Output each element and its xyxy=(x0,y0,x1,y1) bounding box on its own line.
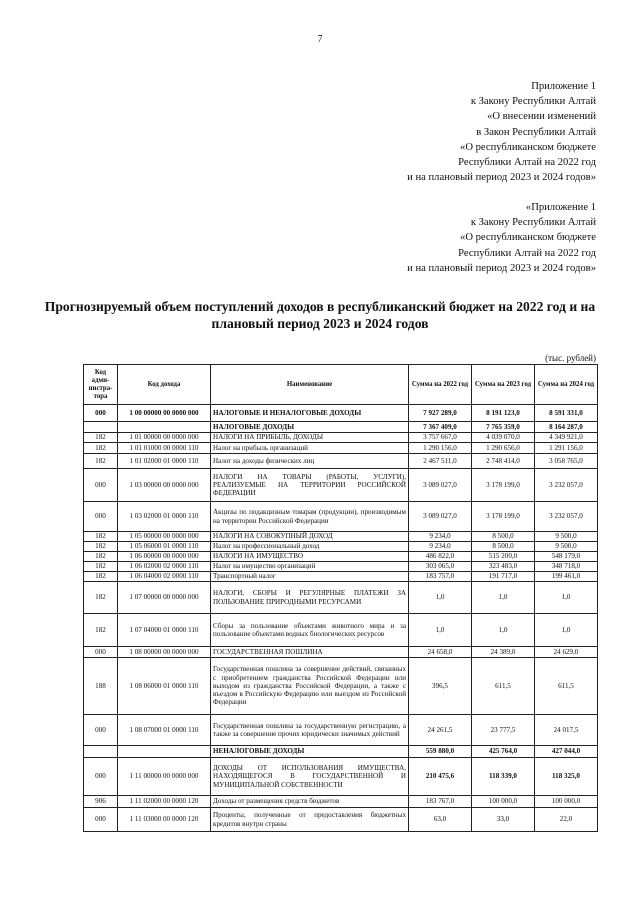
table-row xyxy=(84,808,598,832)
sum-2023-cell: 100 000,0 xyxy=(472,796,535,808)
sum-2024-cell: 22,0 xyxy=(535,808,598,832)
income-code-cell: 1 06 02000 02 0000 110 xyxy=(118,562,211,572)
sum-2024-cell: 9 500,0 xyxy=(535,542,598,552)
sum-2024-cell: 3 232 057,0 xyxy=(535,502,598,532)
admin-code-cell: 182 xyxy=(84,542,118,552)
header-admin-code: Код адми-нистра-тора xyxy=(84,365,118,405)
name-cell: НАЛОГИ НА ПРИБЫЛЬ, ДОХОДЫ xyxy=(211,433,409,443)
table-row xyxy=(84,614,598,647)
sum-2022-cell: 1,0 xyxy=(409,582,472,614)
income-code-cell: 1 03 00000 00 0000 000 xyxy=(118,469,211,502)
page-number: 7 xyxy=(317,34,323,45)
table-row xyxy=(84,422,598,433)
sum-2023-cell: 425 764,0 xyxy=(472,746,535,758)
table-row xyxy=(84,405,598,422)
annex-line: и на плановый период 2023 и 2024 годов» xyxy=(407,172,596,184)
sum-2023-cell: 611,5 xyxy=(472,658,535,715)
annex-line: Республики Алтай на 2022 год xyxy=(458,247,596,259)
sum-2023-cell: 8 500,0 xyxy=(472,532,535,542)
sum-2024-cell: 611,5 xyxy=(535,658,598,715)
sum-2022-cell: 7 927 289,0 xyxy=(409,405,472,422)
sum-2022-cell: 210 475,6 xyxy=(409,758,472,796)
sum-2023-cell: 3 178 199,0 xyxy=(472,469,535,502)
name-cell: Доходы от размещения средств бюджетов xyxy=(211,796,409,808)
sum-2022-cell: 1 290 156,0 xyxy=(409,443,472,454)
sum-2024-cell: 348 718,0 xyxy=(535,562,598,572)
name-cell: НАЛОГИ НА СОВОКУПНЫЙ ДОХОД xyxy=(211,532,409,542)
admin-code-cell: 000 xyxy=(84,405,118,422)
sum-2023-cell: 2 748 414,0 xyxy=(472,454,535,469)
income-code-cell: 1 08 00000 00 0000 000 xyxy=(118,647,211,658)
sum-2022-cell: 396,5 xyxy=(409,658,472,715)
sum-2024-cell: 118 325,0 xyxy=(535,758,598,796)
annex-line: «О республиканском бюджете xyxy=(460,232,596,244)
name-cell: НАЛОГИ НА ИМУЩЕСТВО xyxy=(211,552,409,562)
sum-2022-cell: 3 089 027,0 xyxy=(409,502,472,532)
sum-2023-cell: 1,0 xyxy=(472,614,535,647)
annex-line: и на плановый период 2023 и 2024 годов» xyxy=(407,262,596,274)
sum-2022-cell: 486 822,0 xyxy=(409,552,472,562)
sum-2022-cell: 24 261,5 xyxy=(409,715,472,746)
sum-2023-cell: 118 339,0 xyxy=(472,758,535,796)
sum-2023-cell: 4 039 070,0 xyxy=(472,433,535,443)
sum-2023-cell: 323 483,0 xyxy=(472,562,535,572)
name-cell: Проценты, полученные от предоставления бюджетных кредитов внутри страны xyxy=(211,808,409,832)
annex-line: к Закону Республики Алтай xyxy=(470,96,596,108)
table-row xyxy=(84,552,598,562)
admin-code-cell: 000 xyxy=(84,715,118,746)
units-label: (тыс. рублей) xyxy=(545,353,596,363)
table-header-row xyxy=(84,365,598,405)
admin-code-cell: 182 xyxy=(84,562,118,572)
name-cell: НАЛОГОВЫЕ ДОХОДЫ xyxy=(211,422,409,433)
name-cell: Налог на прибыль организаций xyxy=(211,443,409,454)
admin-code-cell: 000 xyxy=(84,647,118,658)
sum-2022-cell: 9 234,0 xyxy=(409,542,472,552)
sum-2023-cell: 1 290 656,0 xyxy=(472,443,535,454)
income-code-cell: 1 11 02000 00 0000 120 xyxy=(118,796,211,808)
admin-code-cell: 906 xyxy=(84,796,118,808)
name-cell: Налог на профессиональный доход xyxy=(211,542,409,552)
sum-2024-cell: 199 461,0 xyxy=(535,572,598,582)
name-cell: ДОХОДЫ ОТ ИСПОЛЬЗОВАНИЯ ИМУЩЕСТВА, НАХОДЯЩЕГОСЯ В ГОСУДАРСТВЕННОЙ И МУНИЦИПАЛЬНОЙ СОБСТВЕННОСТИ xyxy=(211,758,409,796)
income-code-cell: 1 01 02000 01 0000 110 xyxy=(118,454,211,469)
sum-2024-cell: 1,0 xyxy=(535,614,598,647)
sum-2024-cell: 1 291 156,0 xyxy=(535,443,598,454)
sum-2023-cell: 1,0 xyxy=(472,582,535,614)
table-row xyxy=(84,758,598,796)
admin-code-cell: 182 xyxy=(84,572,118,582)
sum-2024-cell: 3 232 057,0 xyxy=(535,469,598,502)
header-income-code: Код дохода xyxy=(118,365,211,405)
income-code-cell: 1 11 00000 00 0000 000 xyxy=(118,758,211,796)
name-cell: НАЛОГИ НА ТОВАРЫ (РАБОТЫ, УСЛУГИ), РЕАЛИЗУЕМЫЕ НА ТЕРРИТОРИИ РОССИЙСКОЙ ФЕДЕРАЦИИ xyxy=(211,469,409,502)
sum-2024-cell: 3 058 765,0 xyxy=(535,454,598,469)
admin-code-cell: 000 xyxy=(84,502,118,532)
table-row xyxy=(84,658,598,715)
sum-2023-cell: 191 717,0 xyxy=(472,572,535,582)
admin-code-cell: 000 xyxy=(84,808,118,832)
annex-line: «О внесении изменений xyxy=(487,111,596,123)
sum-2022-cell: 9 234,0 xyxy=(409,532,472,542)
sum-2024-cell: 4 349 921,0 xyxy=(535,433,598,443)
header-sum-2022: Сумма на 2022 год xyxy=(409,365,472,405)
sum-2023-cell: 23 777,5 xyxy=(472,715,535,746)
income-code-cell: 1 07 00000 00 0000 000 xyxy=(118,582,211,614)
admin-code-cell: 182 xyxy=(84,552,118,562)
table-row xyxy=(84,796,598,808)
name-cell: Государственная пошлина за государственную регистрацию, а также за совершение прочих юридически значимых действий xyxy=(211,715,409,746)
sum-2022-cell: 2 467 511,0 xyxy=(409,454,472,469)
admin-code-cell: 182 xyxy=(84,454,118,469)
sum-2023-cell: 8 191 123,0 xyxy=(472,405,535,422)
admin-code-cell: 182 xyxy=(84,582,118,614)
sum-2022-cell: 3 757 667,0 xyxy=(409,433,472,443)
admin-code-cell: 182 xyxy=(84,433,118,443)
table-row xyxy=(84,562,598,572)
table-row xyxy=(84,433,598,443)
sum-2024-cell: 8 164 287,0 xyxy=(535,422,598,433)
sum-2024-cell: 8 591 331,0 xyxy=(535,405,598,422)
header-name: Наименование xyxy=(211,365,409,405)
income-code-cell: 1 01 01000 00 0000 110 xyxy=(118,443,211,454)
income-code-cell: 1 08 07000 01 0000 110 xyxy=(118,715,211,746)
table-row xyxy=(84,502,598,532)
name-cell: НАЛОГИ, СБОРЫ И РЕГУЛЯРНЫЕ ПЛАТЕЖИ ЗА ПОЛЬЗОВАНИЕ ПРИРОДНЫМИ РЕСУРСАМИ xyxy=(211,582,409,614)
sum-2023-cell: 515 200,0 xyxy=(472,552,535,562)
name-cell: Налог на имущество организаций xyxy=(211,562,409,572)
sum-2024-cell: 548 179,0 xyxy=(535,552,598,562)
sum-2023-cell: 24 389,0 xyxy=(472,647,535,658)
table-row xyxy=(84,454,598,469)
name-cell: ГОСУДАРСТВЕННАЯ ПОШЛИНА xyxy=(211,647,409,658)
income-code-cell: 1 06 00000 00 0000 000 xyxy=(118,552,211,562)
sum-2024-cell: 1,0 xyxy=(535,582,598,614)
admin-code-cell: 182 xyxy=(84,532,118,542)
income-code-cell xyxy=(118,746,211,758)
table-row xyxy=(84,746,598,758)
admin-code-cell: 182 xyxy=(84,443,118,454)
sum-2022-cell: 63,0 xyxy=(409,808,472,832)
annex-line: к Закону Республики Алтай xyxy=(470,217,596,229)
sum-2024-cell: 24 629,0 xyxy=(535,647,598,658)
income-code-cell: 1 11 03000 00 0000 120 xyxy=(118,808,211,832)
admin-code-cell xyxy=(84,746,118,758)
annex-line: в Закон Республики Алтай xyxy=(476,126,596,138)
income-code-cell: 1 01 00000 00 0000 000 xyxy=(118,433,211,443)
sum-2024-cell: 9 500,0 xyxy=(535,532,598,542)
revenue-table xyxy=(83,364,598,832)
admin-code-cell xyxy=(84,422,118,433)
name-cell: Налог на доходы физических лиц xyxy=(211,454,409,469)
admin-code-cell: 000 xyxy=(84,758,118,796)
sum-2022-cell: 1,0 xyxy=(409,614,472,647)
sum-2024-cell: 427 044,0 xyxy=(535,746,598,758)
annex-header-original xyxy=(407,200,596,276)
sum-2023-cell: 33,0 xyxy=(472,808,535,832)
name-cell: НАЛОГОВЫЕ И НЕНАЛОГОВЫЕ ДОХОДЫ xyxy=(211,405,409,422)
annex-line: Приложение 1 xyxy=(531,81,596,92)
sum-2022-cell: 7 367 409,0 xyxy=(409,422,472,433)
annex-line: «О республиканском бюджете xyxy=(460,141,596,153)
name-cell: Транспортный налог xyxy=(211,572,409,582)
annex-header xyxy=(407,79,596,185)
table-row xyxy=(84,532,598,542)
sum-2023-cell: 8 500,0 xyxy=(472,542,535,552)
header-sum-2023: Сумма на 2023 год xyxy=(472,365,535,405)
sum-2022-cell: 303 065,0 xyxy=(409,562,472,572)
sum-2024-cell: 100 000,0 xyxy=(535,796,598,808)
header-sum-2024: Сумма на 2024 год xyxy=(535,365,598,405)
admin-code-cell: 188 xyxy=(84,658,118,715)
sum-2022-cell: 183 767,0 xyxy=(409,796,472,808)
sum-2023-cell: 3 178 199,0 xyxy=(472,502,535,532)
income-code-cell: 1 03 02000 01 0000 110 xyxy=(118,502,211,532)
sum-2022-cell: 24 658,0 xyxy=(409,647,472,658)
name-cell: Государственная пошлина за совершение действий, связанных с приобретением гражданства Российской Федерации или выходом из гражданства Российской Федерации, а также с въездом в Российскую Федерацию или выездом из Российской Федерации xyxy=(211,658,409,715)
table-row xyxy=(84,443,598,454)
admin-code-cell: 000 xyxy=(84,469,118,502)
annex-line: Республики Алтай на 2022 год xyxy=(458,157,596,169)
income-code-cell: 1 07 04000 01 0000 110 xyxy=(118,614,211,647)
name-cell: Сборы за пользование объектами животного мира и за пользование объектами водных биологических ресурсов xyxy=(211,614,409,647)
sum-2023-cell: 7 765 359,0 xyxy=(472,422,535,433)
income-code-cell: 1 05 06000 01 0000 110 xyxy=(118,542,211,552)
annex-line: «Приложение 1 xyxy=(525,202,596,213)
table-row xyxy=(84,647,598,658)
name-cell: НЕНАЛОГОВЫЕ ДОХОДЫ xyxy=(211,746,409,758)
table-row xyxy=(84,572,598,582)
table-row xyxy=(84,582,598,614)
sum-2022-cell: 3 089 027,0 xyxy=(409,469,472,502)
table-row xyxy=(84,542,598,552)
income-code-cell: 1 08 06000 01 0000 110 xyxy=(118,658,211,715)
income-code-cell: 1 00 00000 00 0000 000 xyxy=(118,405,211,422)
sum-2022-cell: 183 757,0 xyxy=(409,572,472,582)
table-row xyxy=(84,715,598,746)
sum-2022-cell: 559 880,0 xyxy=(409,746,472,758)
table-row xyxy=(84,469,598,502)
document-title: Прогнозируемый объем поступлений доходов в республиканский бюджет на 2022 год и на плановый период 2023 и 2024 годов xyxy=(44,299,596,331)
income-code-cell: 1 06 04000 02 0000 110 xyxy=(118,572,211,582)
name-cell: Акцизы по подакцизным товарам (продукции), производимым на территории Российской Федерации xyxy=(211,502,409,532)
income-code-cell: 1 05 00000 00 0000 000 xyxy=(118,532,211,542)
admin-code-cell: 182 xyxy=(84,614,118,647)
sum-2024-cell: 24 017,5 xyxy=(535,715,598,746)
income-code-cell xyxy=(118,422,211,433)
